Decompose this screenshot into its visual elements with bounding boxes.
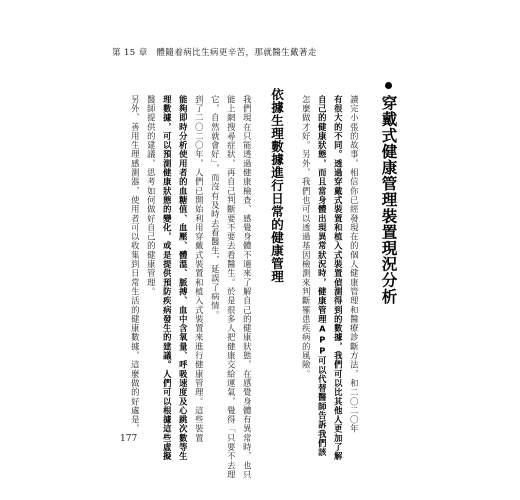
body-line: 理數據，可以預測健康狀態的變化，或是提供預防疾病發生的建議。人們可以根據這些虛擬: [162, 95, 173, 461]
body-line: 有很大的不同。透過穿戴式裝置和植入式裝置偵測得到的數據，我們可以比其他人更加了解: [333, 95, 344, 461]
body-line: 怎麼做才好。另外，我們也可以透過基因檢測來判斷罹患疾病的風險。: [301, 95, 312, 379]
bullet-icon: [385, 82, 392, 89]
body-line: 自己的健康狀態，而且當身體出現異常狀況時，健康管理APP可以代替醫師告訴我們該: [317, 95, 328, 457]
section-title: [380, 82, 396, 362]
body-line: 到了二〇二〇年，人們已開始利用穿戴式裝置和植入式裝置來進行健康管理。這些裝置: [194, 95, 205, 443]
body-line: 另外，善用生理感測器，使用者可以收集到日常生活的健康數據，這麼做的好處是，: [130, 95, 141, 434]
section-title-text: 穿戴式健康管理裝置現況分析: [379, 95, 398, 305]
subsection-title: 依據生理數據進行日常的健康管理: [269, 88, 285, 283]
page-number: 177: [120, 434, 138, 444]
body-line: 醫師提供的建議，思考如何做好自己的健康管理。: [146, 95, 157, 297]
body-line: 能夠即時分析使用者的血糖值、血壓、體溫、脈搏、血中含氧量、呼吸速度及心跳次數等生: [178, 95, 189, 461]
body-line: 能上網搜尋症狀，再自己判斷要不要去看醫生。於是很多人把健康交給運氣，覺得「只要不去理: [226, 95, 237, 480]
body-line: 我們現在只能透過健康檢查、感覺身體不適來了解自己的健康狀態，在感覺身體有異常時，也只: [242, 95, 253, 480]
running-head: 第 15 章 體隨着病比生病更辛苦，那就醫生戴著走: [112, 48, 317, 58]
body-line: 它，自然就會好」，而沒有及時去看醫生，延誤了病情。: [210, 95, 221, 320]
body-line: 讀完小張的故事，相信你已經發現在的個人健康管理和醫療診斷方法，和二〇二〇年: [349, 95, 360, 434]
